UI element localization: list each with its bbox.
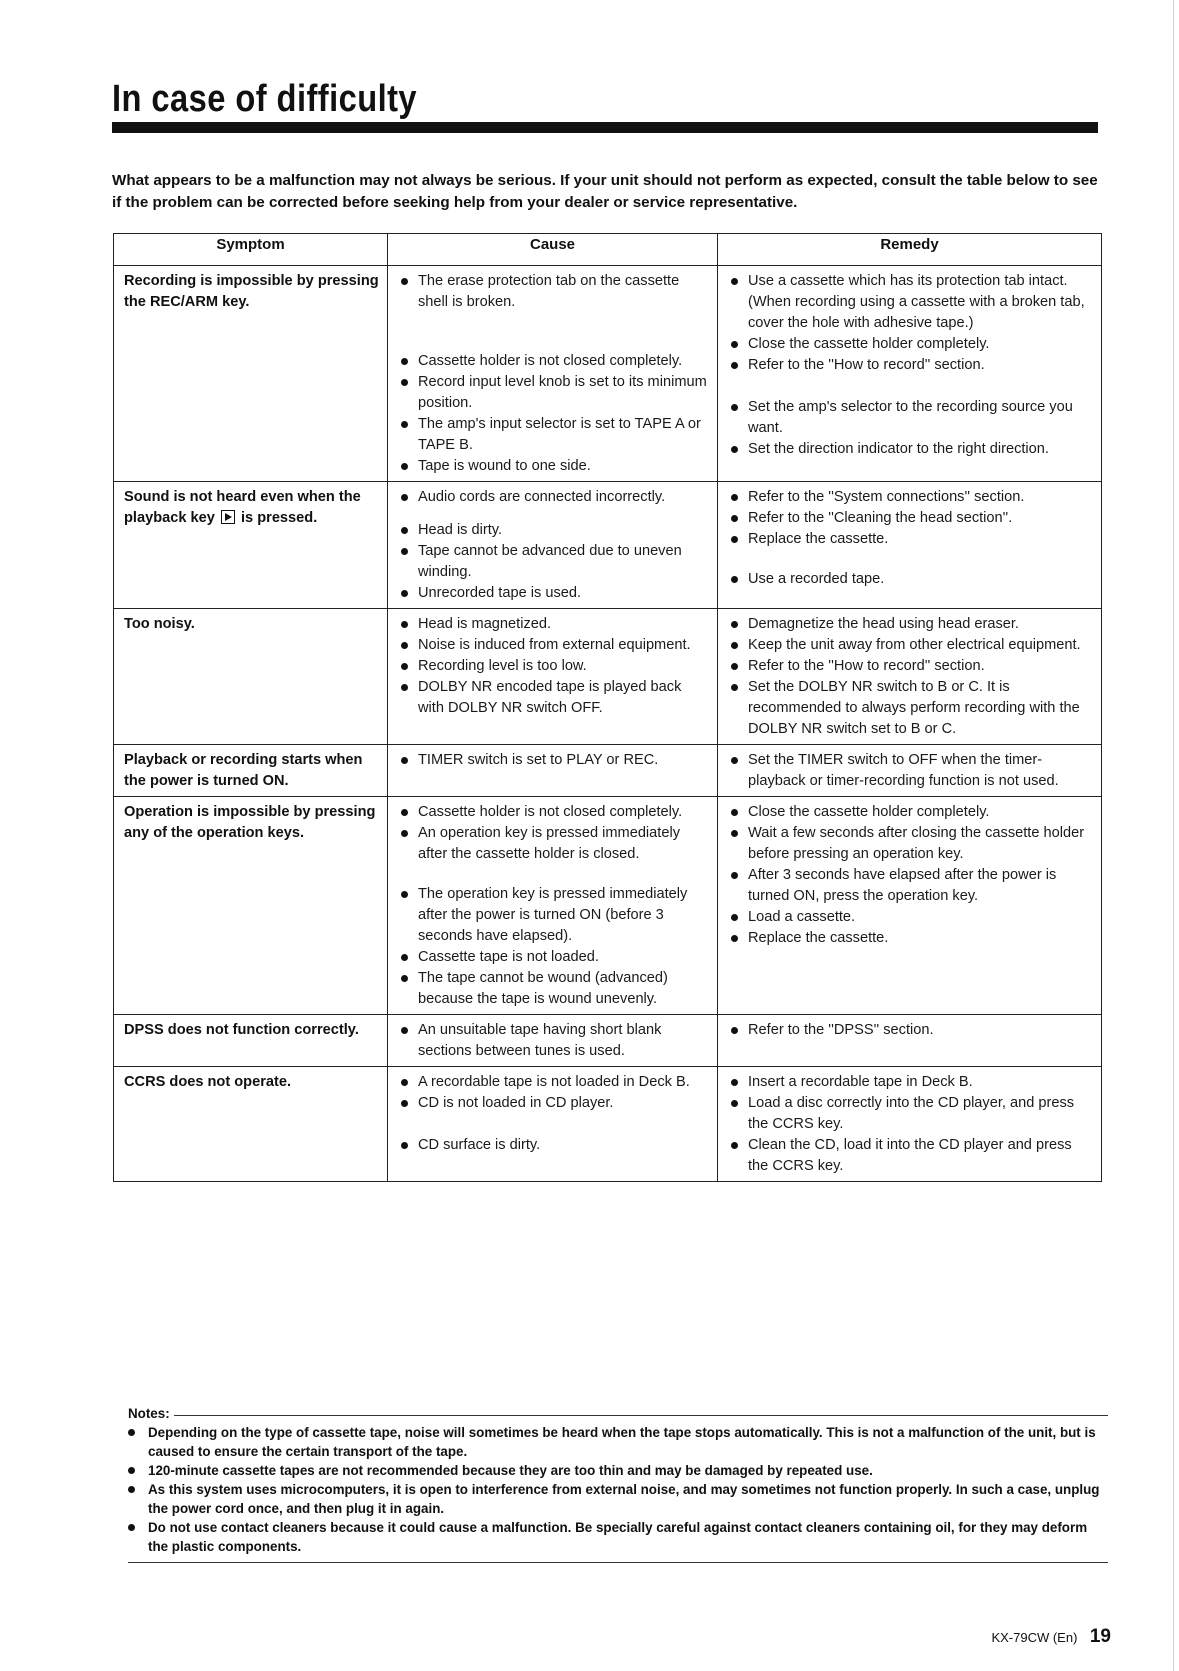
remedy-item: Refer to the ''Cleaning the head section''. [728, 508, 1093, 529]
remedy-item: Replace the cassette. [728, 928, 1093, 949]
cause-item: Audio cords are connected incorrectly. [398, 487, 709, 508]
notes-section [128, 1405, 1108, 1563]
remedy-item: Load a disc correctly into the CD player, and press the CCRS key. [728, 1093, 1093, 1135]
notes-heading-rule [128, 1415, 1108, 1416]
cause-item: TIMER switch is set to PLAY or REC. [398, 750, 709, 771]
cause-cell [388, 266, 718, 482]
remedy-item: Use a cassette which has its protection tab intact. (When recording using a cassette with a broken tab, cover the hole with adhesive tape.) [728, 271, 1093, 334]
remedy-item: Set the TIMER switch to OFF when the timer-playback or timer-recording function is not used. [728, 750, 1093, 792]
remedy-cell [718, 609, 1102, 745]
cause-item: Recording level is too low. [398, 656, 709, 677]
table-row [114, 1015, 1102, 1067]
remedy-item: Set the direction indicator to the right direction. [728, 439, 1093, 460]
table-row [114, 797, 1102, 1015]
remedy-cell [718, 266, 1102, 482]
symptom-cell: Operation is impossible by pressing any of the operation keys. [114, 797, 388, 1015]
cause-item: Cassette tape is not loaded. [398, 947, 709, 968]
remedy-item: Set the DOLBY NR switch to B or C. It is recommended to always perform recording with the DOLBY NR switch set to B or C. [728, 677, 1093, 740]
remedy-item: Keep the unit away from other electrical equipment. [728, 635, 1093, 656]
cause-item: The tape cannot be wound (advanced) because the tape is wound unevenly. [398, 968, 709, 1010]
cause-item: Record input level knob is set to its minimum position. [398, 372, 709, 414]
symptom-cell: Playback or recording starts when the power is turned ON. [114, 745, 388, 797]
cause-item: An operation key is pressed immediately after the cassette holder is closed. [398, 823, 709, 865]
remedy-cell [718, 1015, 1102, 1067]
symptom-cell: DPSS does not function correctly. [114, 1015, 388, 1067]
cause-cell [388, 609, 718, 745]
cause-cell [388, 797, 718, 1015]
cause-item: The erase protection tab on the cassette shell is broken. [398, 271, 709, 313]
cause-item: The operation key is pressed immediately after the power is turned ON (before 3 seconds have elapsed). [398, 884, 709, 947]
cause-item: Unrecorded tape is used. [398, 583, 709, 604]
remedy-cell [718, 482, 1102, 609]
header-remedy: Remedy [718, 234, 1102, 266]
header-cause: Cause [388, 234, 718, 266]
notes-heading-row [128, 1405, 1108, 1423]
cause-item: Cassette holder is not closed completely. [398, 351, 709, 372]
remedy-cell [718, 745, 1102, 797]
note-item: Do not use contact cleaners because it could cause a malfunction. Be specially careful against contact cleaners containing oil, for they may deform the plastic components. [128, 1518, 1108, 1556]
table-row [114, 609, 1102, 745]
remedy-item: Clean the CD, load it into the CD player and press the CCRS key. [728, 1135, 1093, 1177]
table-row [114, 1067, 1102, 1182]
remedy-cell [718, 797, 1102, 1015]
cause-item: Head is dirty. [398, 520, 709, 541]
cause-item: An unsuitable tape having short blank sections between tunes is used. [398, 1020, 709, 1062]
remedy-item: Demagnetize the head using head eraser. [728, 614, 1093, 635]
play-key-icon [221, 510, 235, 524]
cause-cell [388, 745, 718, 797]
note-item: As this system uses microcomputers, it is open to interference from external noise, and may sometimes not function properly. In such a case, unplug the power cord once, and then plug it in again. [128, 1480, 1108, 1518]
table-row [114, 266, 1102, 482]
cause-item: Cassette holder is not closed completely. [398, 802, 709, 823]
notes-heading: Notes: [128, 1406, 174, 1421]
model-number: KX-79CW (En) [991, 1630, 1078, 1645]
page-number: 19 [1089, 1626, 1111, 1647]
remedy-item: Load a cassette. [728, 907, 1093, 928]
cause-cell [388, 1067, 718, 1182]
cause-item: Head is magnetized. [398, 614, 709, 635]
cause-item: The amp's input selector is set to TAPE A or TAPE B. [398, 414, 709, 456]
symptom-cell: Recording is impossible by pressing the REC/ARM key. [114, 266, 388, 482]
cause-cell [388, 1015, 718, 1067]
remedy-item: Set the amp's selector to the recording source you want. [728, 397, 1093, 439]
cause-cell [388, 482, 718, 609]
intro-paragraph: What appears to be a malfunction may not always be serious. If your unit should not perform as expected, consult the table below to see if the problem can be corrected before seeking help from your dealer or service representative. [112, 172, 1098, 211]
cause-item: CD is not loaded in CD player. [398, 1093, 709, 1114]
notes-bottom-rule [128, 1562, 1108, 1563]
cause-item: DOLBY NR encoded tape is played back with DOLBY NR switch OFF. [398, 677, 709, 719]
title-rule [112, 122, 1098, 133]
remedy-item: Refer to the ''DPSS'' section. [728, 1020, 1093, 1041]
cause-item: Noise is induced from external equipment. [398, 635, 709, 656]
remedy-item: Wait a few seconds after closing the cassette holder before pressing an operation key. [728, 823, 1093, 865]
remedy-item: Refer to the ''System connections'' section. [728, 487, 1093, 508]
remedy-item: Close the cassette holder completely. [728, 802, 1093, 823]
cause-item: Tape is wound to one side. [398, 456, 709, 477]
symptom-cell: CCRS does not operate. [114, 1067, 388, 1182]
table-header-row [114, 234, 1102, 266]
page-title: In case of difficulty [112, 78, 418, 120]
cause-item: A recordable tape is not loaded in Deck B. [398, 1072, 709, 1093]
remedy-item: Replace the cassette. [728, 529, 1093, 550]
remedy-item: Use a recorded tape. [728, 569, 1093, 590]
remedy-item: After 3 seconds have elapsed after the power is turned ON, press the operation key. [728, 865, 1093, 907]
remedy-item: Insert a recordable tape in Deck B. [728, 1072, 1093, 1093]
remedy-cell [718, 1067, 1102, 1182]
page-edge-line [1173, 0, 1174, 1671]
cause-item: CD surface is dirty. [398, 1135, 709, 1156]
note-item: 120-minute cassette tapes are not recommended because they are too thin and may be damaged by repeated use. [128, 1461, 1108, 1480]
symptom-text: is pressed. [241, 510, 318, 526]
remedy-item: Refer to the ''How to record'' section. [728, 656, 1093, 677]
symptom-cell [114, 482, 388, 609]
symptom-cell: Too noisy. [114, 609, 388, 745]
note-item: Depending on the type of cassette tape, noise will sometimes be heard when the tape stops automatically. This is not a malfunction of the unit, but is caused to ensure the certain transport of the tape. [128, 1423, 1108, 1461]
header-symptom: Symptom [114, 234, 388, 266]
troubleshooting-table [113, 233, 1102, 1182]
cause-item: Tape cannot be advanced due to uneven winding. [398, 541, 709, 583]
remedy-item: Refer to the ''How to record'' section. [728, 355, 1093, 376]
symptom-text: Sound is not heard even when the playback key [124, 489, 361, 526]
table-row [114, 482, 1102, 609]
remedy-item: Close the cassette holder completely. [728, 334, 1093, 355]
page-footer [991, 1626, 1111, 1648]
table-row [114, 745, 1102, 797]
